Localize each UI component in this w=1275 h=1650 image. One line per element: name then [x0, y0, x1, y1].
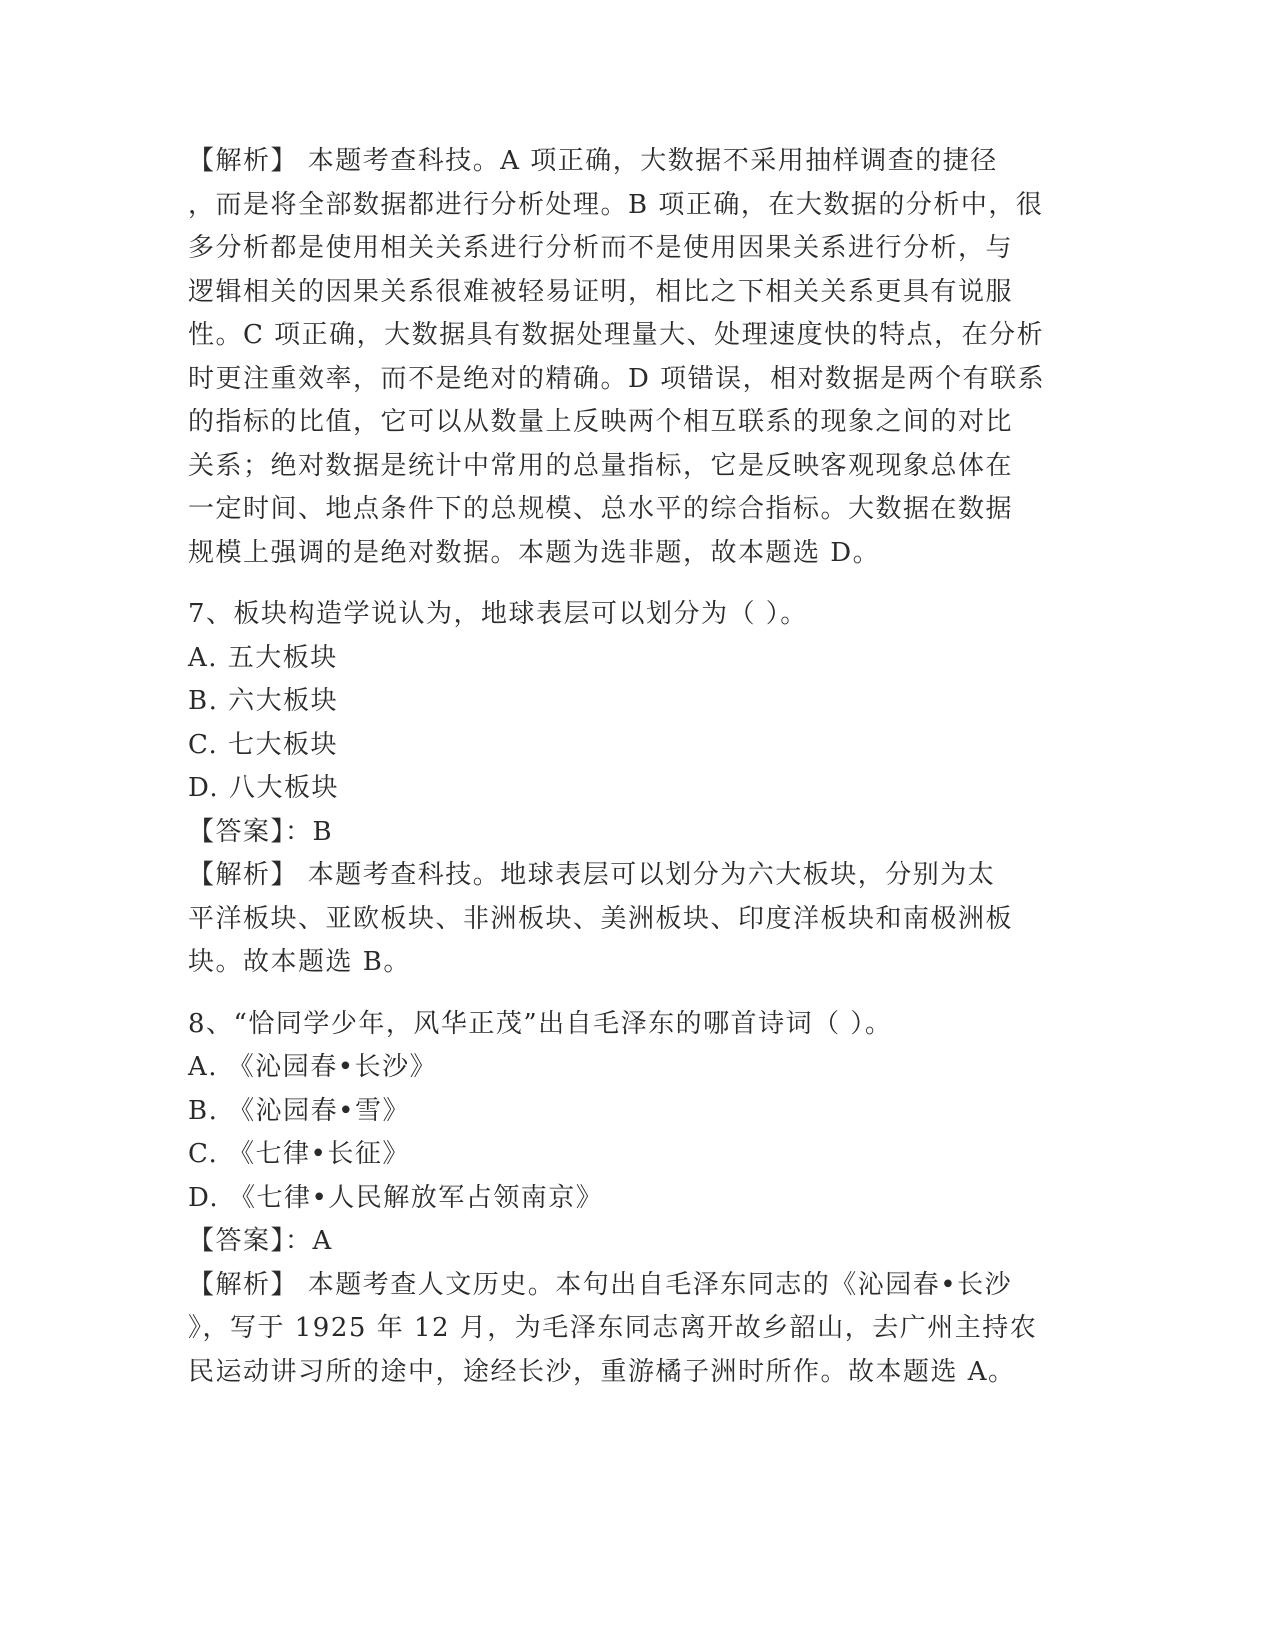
- answer-line: 【答案】：B: [188, 816, 334, 847]
- question-stem: 8、“恰同学少年，风华正茂”出自毛泽东的哪首诗词（ ）。: [188, 1008, 893, 1039]
- option-a: A. 五大板块: [188, 642, 338, 673]
- analysis-line: 【解析】 本题考查人文历史。本句出自毛泽东同志的《沁园春•长沙: [188, 1269, 1013, 1300]
- analysis-line: 时更注重效率，而不是绝对的精确。D 项错误，相对数据是两个有联系: [188, 363, 1046, 394]
- option-c: C. 七大板块: [188, 729, 338, 760]
- analysis-line: 》，写于 1925 年 12 月，为毛泽东同志离开故乡韶山，去广州主持农: [188, 1313, 1038, 1343]
- spacer: [188, 575, 1088, 593]
- option-d: D. 八大板块: [188, 773, 339, 803]
- option-b: B. 六大板块: [188, 686, 339, 716]
- option-b: B. 《沁园春•雪》: [188, 1095, 410, 1126]
- document-page: [188, 140, 1088, 1394]
- analysis-line: 民运动讲习所的途中，途经长沙，重游橘子洲时所作。故本题选 A。: [188, 1356, 1016, 1387]
- question-7: [188, 593, 1088, 985]
- question-8: [188, 1003, 1088, 1395]
- analysis-line: 规模上强调的是绝对数据。本题为选非题，故本题选 D。: [188, 537, 881, 568]
- analysis-line: 【解析】 本题考查科技。地球表层可以划分为六大板块，分别为太: [188, 860, 996, 890]
- analysis-line: 多分析都是使用相关关系进行分析而不是使用因果关系进行分析，与: [188, 233, 1014, 263]
- option-a: A. 《沁园春•长沙》: [188, 1052, 438, 1082]
- analysis-line: 的指标的比值，它可以从数量上反映两个相互联系的现象之间的对比: [188, 407, 1014, 437]
- option-c: C. 《七律•长征》: [188, 1139, 410, 1169]
- analysis-line: 平洋板块、亚欧板块、非洲板块、美洲板块、印度洋板块和南极洲板: [188, 903, 1014, 934]
- analysis-line: 块。故本题选 B。: [188, 947, 411, 977]
- analysis-line: 性。C 项正确，大数据具有数据处理量大、处理速度快的特点，在分析: [188, 320, 1045, 350]
- analysis-line: 逻辑相关的因果关系很难被轻易证明，相比之下相关关系更具有说服: [188, 276, 1014, 307]
- question-stem: 7、板块构造学说认为，地球表层可以划分为（ ）。: [188, 599, 808, 629]
- analysis-line: 关系；绝对数据是统计中常用的总量指标，它是反映客观现象总体在: [188, 450, 1014, 481]
- analysis-block-q6: [188, 140, 1088, 575]
- option-d: D. 《七律•人民解放军占领南京》: [188, 1182, 604, 1213]
- answer-line: 【答案】：A: [188, 1226, 333, 1256]
- analysis-line: ，而是将全部数据都进行分析处理。B 项正确，在大数据的分析中，很: [188, 189, 1044, 220]
- spacer: [188, 985, 1088, 1003]
- analysis-line: 【解析】 本题考查科技。A 项正确，大数据不采用抽样调查的捷径: [188, 146, 998, 176]
- analysis-line: 一定时间、地点条件下的总规模、总水平的综合指标。大数据在数据: [188, 494, 1014, 524]
